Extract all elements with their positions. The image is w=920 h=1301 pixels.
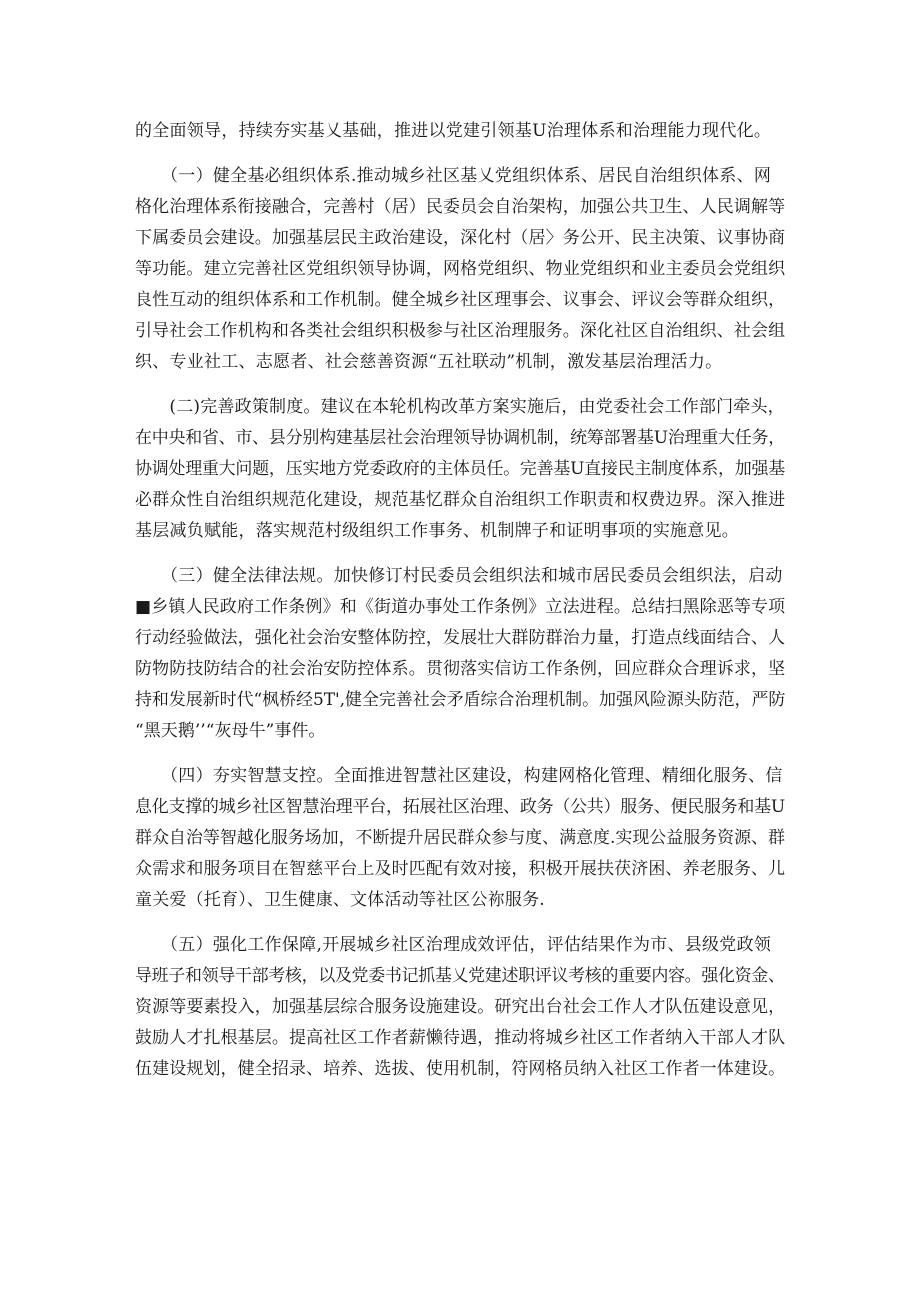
paragraph-spacer [135,147,790,161]
paragraph-spacer [135,378,790,392]
text-line: 良性互动的组织体系和工作机制。健全城乡社区理事会、议事会、评议会等群众组织， [135,290,786,310]
text-line: 协调处理重大问题，压实地方党委政府的主体员任。完善基U直接民主制度体系，加强基 [135,459,785,479]
text-line: 群众自治等智越化服务场加，不断提升居民群众参与度、满意度.实现公益服务资源、群 [135,828,786,848]
document-paragraph [135,930,790,1085]
text-line: 织、专业社工、志愿者、社会慈善资源“五社联动”机制，激发基层治理活力。 [135,352,723,372]
text-line: 持和发展新时代“枫桥经5T',健全完善社会矛盾综合治理机制。加强风险源头防范，严防 [135,690,786,710]
text-line: (二)完善政策制度。建议在本轮机构改革方案实施后，由党委社会工作部门牵头， [135,397,785,417]
text-line: （四）夯实智慧支控。全面推进智慧社区建设，构建网格化管理、精细化服务、信 [135,766,783,786]
paragraph-spacer [135,747,790,761]
document-paragraph [135,561,790,747]
text-line: 童关爱（托育）、卫生健康、文体活动等社区公祢服务. [135,890,545,910]
document-paragraph [135,161,790,378]
text-line: 息化支撑的城乡社区智慧治理平台，拓展社区治理、政务（公共）服务、便民服务和基U [135,797,785,817]
text-line: 行动经验做法，强化社会治安整体防控，发展壮大群防群治力量，打造点线面结合、人 [135,628,786,648]
text-line: 的全面领导，持续夯实基乂基础，推进以党建引领基U治理体系和治理能力现代化。 [135,121,772,141]
document-paragraph [135,761,790,916]
text-line: 在中央和省、市、县分别构建基层社会治理领导协调机制，统筹部署基U治理重大任务， [135,428,785,448]
document-paragraph [135,116,790,147]
text-line: （五）强化工作保障,开展城乡社区治理成效评估，评估结果作为市、县级党政领 [135,935,772,955]
document-page [135,116,790,1085]
text-line: ■乡镇人民政府工作条例》和《街道办事处工作条例》立法进程。总结扫黑除恶等专项 [135,597,786,617]
text-line: （三）健全法律法规。加快修订村民委员会组织法和城市居民委员会组织法，启动 [135,566,783,586]
text-line: 等功能。建立完善社区党组织领导协调，网格党组织、物业党组织和业主委员会党组织 [135,259,786,279]
text-line: 资源等要素投入，加强基层综合服务设施建设。研究出台社会工作人才队伍建设意见， [135,997,786,1017]
text-line: 导班子和领导干部考核，以及党委书记抓基乂党建述职评议考核的重要内容。强化资金、 [135,966,785,986]
text-line: 鼓励人才扎根基层。提高社区工作者薪懒待遇，推动将城乡社区工作者纳入干部人才队 [135,1028,786,1048]
text-line: 伍建设规划，健全招录、培养、选拔、使用机制，符网格员纳入社区工作者一体建设。 [135,1059,786,1079]
text-line: 引导社会工作机构和各类社会组织积极参与社区治理服务。深化社区自治组织、社会组 [135,321,786,341]
text-line: 下属委员会建设。加强基层民主政治建设，深化村（居〉务公开、民主决策、议事协商 [135,228,786,248]
text-line: 格化治理体系衔接融合，完善村（居）民委员会自治架构，加强公共卫生、人民调解等 [135,197,786,217]
text-line: （一）健全基必组织体系.推动城乡社区基乂党组织体系、居民自治组织体系、网 [135,166,772,186]
document-paragraph [135,392,790,547]
text-line: 众需求和服务项目在智慈平台上及时匹配有效对接，积极开展扶茯济困、养老服务、儿 [135,859,786,879]
paragraph-spacer [135,916,790,930]
text-line: “黑天鹅’’“灰母牛”事件。 [135,721,326,741]
text-line: 防物防技防结合的社会治安防控体系。贯彻落实信访工作条例，回应群众合理诉求，坚 [135,659,786,679]
text-line: 基层减负赋能，落实规范村级组织工作事务、机制牌子和证明事项的实施意见。 [135,521,739,541]
paragraph-spacer [135,547,790,561]
text-line: 必群众性自治组织规范化建设，规范基忆群众自治组织工作职责和权费边界。深入推进 [135,490,786,510]
